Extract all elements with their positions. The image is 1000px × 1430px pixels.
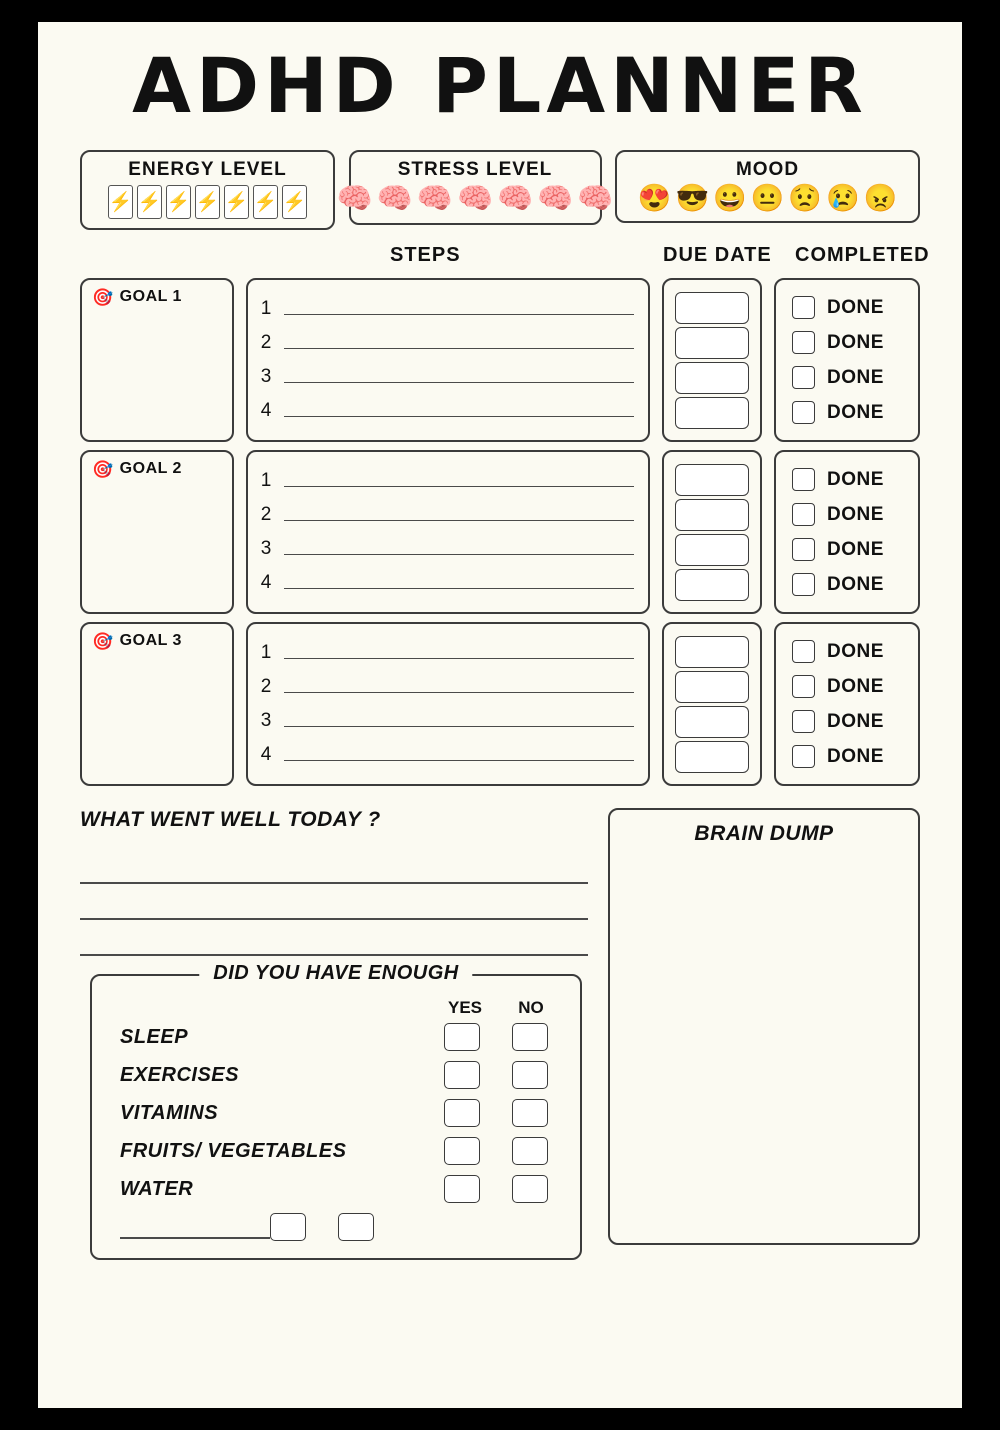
goal-row <box>80 450 920 614</box>
done-checkbox[interactable] <box>792 296 815 319</box>
done-checkbox[interactable] <box>792 538 815 561</box>
step-number: 2 <box>260 676 272 697</box>
column-headers <box>80 244 930 270</box>
done-label: DONE <box>827 745 884 767</box>
done-row[interactable] <box>792 397 918 429</box>
brain-icon[interactable]: 🧠 <box>336 183 373 215</box>
step-write-line[interactable] <box>284 519 634 521</box>
did-you-have-enough-title: DID YOU HAVE ENOUGH <box>199 962 472 985</box>
enough-checkbox-group <box>270 1213 392 1241</box>
stress-level-box <box>336 150 614 225</box>
due-date-column-header: DUE DATE <box>663 244 772 266</box>
done-row[interactable] <box>792 534 918 566</box>
stress-level-label: STRESS LEVEL <box>397 159 553 180</box>
done-checkbox[interactable] <box>792 745 815 768</box>
brain-icon[interactable]: 🧠 <box>376 183 413 215</box>
due-date-slot[interactable] <box>675 569 749 601</box>
done-row[interactable] <box>792 327 918 359</box>
due-date-slot[interactable] <box>675 534 749 566</box>
done-row[interactable] <box>792 499 918 531</box>
done-checkbox[interactable] <box>792 401 815 424</box>
done-label: DONE <box>827 468 884 490</box>
target-icon: 🎯 <box>92 287 114 307</box>
goal-row <box>80 278 920 442</box>
step-write-line[interactable] <box>284 381 634 383</box>
mood-neutral-icon[interactable]: 😐 <box>750 183 785 213</box>
step-line[interactable] <box>258 394 634 428</box>
due-date-box <box>662 450 762 614</box>
enough-row <box>106 1056 566 1094</box>
enough-yes-checkbox[interactable] <box>444 1099 480 1127</box>
step-write-line[interactable] <box>284 553 634 555</box>
mood-sad-icon[interactable]: 😟 <box>788 183 822 213</box>
enough-yes-checkbox[interactable] <box>270 1213 306 1241</box>
step-write-line[interactable] <box>284 485 634 487</box>
due-date-slot[interactable] <box>675 327 749 359</box>
mood-label: MOOD <box>735 159 800 180</box>
done-row[interactable] <box>792 706 918 738</box>
enough-yes-checkbox[interactable] <box>444 1061 480 1089</box>
step-write-line[interactable] <box>284 587 634 589</box>
done-checkbox[interactable] <box>792 675 815 698</box>
done-label: DONE <box>827 573 884 595</box>
done-label: DONE <box>827 675 884 697</box>
due-date-box <box>662 278 762 442</box>
step-number: 2 <box>260 332 272 353</box>
steps-box[interactable] <box>246 622 650 786</box>
enough-item-label: FRUITS/ VEGETABLES <box>120 1139 347 1162</box>
step-number: 3 <box>260 366 272 387</box>
completed-column-header: COMPLETED <box>795 244 930 266</box>
done-row[interactable] <box>792 292 918 324</box>
done-checkbox[interactable] <box>792 710 815 733</box>
step-number: 4 <box>260 744 272 765</box>
reflection-line[interactable] <box>80 884 588 920</box>
done-label: DONE <box>827 640 884 662</box>
brain-icon[interactable]: 🧠 <box>577 183 614 215</box>
due-date-slot[interactable] <box>675 397 749 429</box>
goal-label-text: GOAL 2 <box>119 460 182 477</box>
done-label: DONE <box>827 710 884 732</box>
step-line[interactable] <box>258 498 634 532</box>
steps-column-header: STEPS <box>390 244 461 266</box>
completed-box <box>774 622 920 786</box>
energy-level-label: ENERGY LEVEL <box>128 159 287 180</box>
goal-label <box>92 632 182 650</box>
mood-angry-icon[interactable]: 😠 <box>863 183 898 213</box>
step-write-line[interactable] <box>284 725 634 727</box>
step-number: 2 <box>260 504 272 525</box>
completed-box <box>774 278 920 442</box>
enough-item-label: SLEEP <box>120 1025 189 1048</box>
bolt-icon[interactable]: ⚡ <box>224 185 249 219</box>
step-line[interactable] <box>258 360 634 394</box>
enough-no-checkbox[interactable] <box>512 1023 548 1051</box>
target-icon: 🎯 <box>92 631 114 651</box>
step-line[interactable] <box>258 464 634 498</box>
mood-heart-eyes-icon[interactable]: 😍 <box>637 183 672 213</box>
step-line[interactable] <box>258 292 634 326</box>
step-line[interactable] <box>258 566 634 600</box>
enough-yes-checkbox[interactable] <box>444 1137 480 1165</box>
steps-box[interactable] <box>246 450 650 614</box>
no-header: NO <box>518 998 544 1017</box>
step-write-line[interactable] <box>284 691 634 693</box>
yes-header: YES <box>448 998 483 1017</box>
stress-level-scale[interactable] <box>336 183 614 223</box>
step-write-line[interactable] <box>284 415 634 417</box>
goal-entry-box[interactable] <box>80 450 234 614</box>
step-write-line[interactable] <box>284 313 634 315</box>
done-checkbox[interactable] <box>792 573 815 596</box>
step-number: 3 <box>260 710 272 731</box>
reflection-line[interactable] <box>80 848 588 884</box>
goal-row <box>80 622 920 786</box>
brain-dump-box[interactable] <box>608 808 920 1245</box>
done-row[interactable] <box>792 741 918 773</box>
meters-row <box>80 150 920 230</box>
enough-row <box>106 1132 566 1170</box>
brain-icon[interactable]: 🧠 <box>497 183 534 215</box>
due-date-slot[interactable] <box>675 741 749 773</box>
bolt-icon[interactable]: ⚡ <box>282 185 307 219</box>
enough-checkbox-group <box>444 1061 566 1089</box>
done-row[interactable] <box>792 569 918 601</box>
due-date-slot[interactable] <box>675 362 749 394</box>
goal-entry-box[interactable] <box>80 278 234 442</box>
goal-label <box>92 288 182 306</box>
enough-no-checkbox[interactable] <box>338 1213 374 1241</box>
bolt-icon[interactable]: ⚡ <box>137 185 162 219</box>
page-title: ADHD PLANNER <box>132 41 868 130</box>
done-checkbox[interactable] <box>792 468 815 491</box>
done-row[interactable] <box>792 671 918 703</box>
done-label: DONE <box>827 296 884 318</box>
step-write-line[interactable] <box>284 657 634 659</box>
step-write-line[interactable] <box>284 347 634 349</box>
did-you-have-enough-box <box>90 962 582 1260</box>
mood-sunglasses-icon[interactable]: 😎 <box>675 183 710 213</box>
left-column <box>80 808 588 1260</box>
enough-item-label: VITAMINS <box>120 1101 219 1124</box>
reflection-line[interactable] <box>80 920 588 956</box>
enough-no-checkbox[interactable] <box>512 1137 548 1165</box>
enough-checkbox-group <box>444 1175 566 1203</box>
bottom-section <box>80 808 920 1260</box>
reflection-title: WHAT WENT WELL TODAY ? <box>80 808 381 831</box>
done-label: DONE <box>827 538 884 560</box>
enough-item-label: EXERCISES <box>120 1063 239 1086</box>
step-line[interactable] <box>258 532 634 566</box>
enough-no-checkbox[interactable] <box>512 1099 548 1127</box>
done-label: DONE <box>827 401 884 423</box>
step-number: 4 <box>260 400 272 421</box>
due-date-slot[interactable] <box>675 706 749 738</box>
step-number: 1 <box>260 642 272 663</box>
bolt-icon[interactable]: ⚡ <box>166 185 191 219</box>
due-date-slot[interactable] <box>675 464 749 496</box>
brain-dump-title: BRAIN DUMP <box>694 822 834 845</box>
due-date-slot[interactable] <box>675 499 749 531</box>
step-number: 3 <box>260 538 272 559</box>
bolt-icon[interactable]: ⚡ <box>253 185 278 219</box>
energy-level-scale[interactable] <box>82 183 333 228</box>
done-row[interactable] <box>792 636 918 668</box>
mood-grinning-icon[interactable]: 😀 <box>713 183 747 213</box>
brain-icon[interactable]: 🧠 <box>416 183 453 215</box>
enough-checkbox-group <box>444 1137 566 1165</box>
planner-page <box>38 22 962 1408</box>
step-number: 1 <box>260 298 272 319</box>
enough-row <box>106 1170 566 1208</box>
enough-yes-checkbox[interactable] <box>444 1023 480 1051</box>
step-line[interactable] <box>258 636 634 670</box>
goal-label-text: GOAL 3 <box>119 632 182 649</box>
enough-row <box>106 1018 566 1056</box>
done-checkbox[interactable] <box>792 640 815 663</box>
step-number: 4 <box>260 572 272 593</box>
step-line[interactable] <box>258 738 634 772</box>
enough-no-checkbox[interactable] <box>512 1061 548 1089</box>
enough-item-write-line[interactable] <box>120 1215 270 1239</box>
due-date-slot[interactable] <box>675 292 749 324</box>
enough-no-checkbox[interactable] <box>512 1175 548 1203</box>
due-date-slot[interactable] <box>675 636 749 668</box>
energy-level-box <box>80 150 335 230</box>
mood-scale[interactable] <box>617 183 918 221</box>
done-label: DONE <box>827 331 884 353</box>
goal-entry-box[interactable] <box>80 622 234 786</box>
enough-checkbox-group <box>444 1023 566 1051</box>
due-date-box <box>662 622 762 786</box>
done-checkbox[interactable] <box>792 331 815 354</box>
bolt-icon[interactable]: ⚡ <box>195 185 220 219</box>
mood-box <box>615 150 920 223</box>
done-row[interactable] <box>792 362 918 394</box>
steps-box[interactable] <box>246 278 650 442</box>
due-date-slot[interactable] <box>675 671 749 703</box>
enough-checkbox-group <box>444 1099 566 1127</box>
brain-icon[interactable]: 🧠 <box>456 183 494 215</box>
enough-row-blank <box>106 1208 566 1246</box>
enough-item-label: WATER <box>120 1177 194 1200</box>
done-checkbox[interactable] <box>792 366 815 389</box>
done-row[interactable] <box>792 464 918 496</box>
step-write-line[interactable] <box>284 759 634 761</box>
goal-label <box>92 460 182 478</box>
mood-crying-icon[interactable]: 😢 <box>825 183 860 213</box>
done-checkbox[interactable] <box>792 503 815 526</box>
done-label: DONE <box>827 366 884 388</box>
enough-yes-checkbox[interactable] <box>444 1175 480 1203</box>
step-line[interactable] <box>258 670 634 704</box>
bolt-icon[interactable]: ⚡ <box>108 185 133 219</box>
step-number: 1 <box>260 470 272 491</box>
step-line[interactable] <box>258 704 634 738</box>
brain-icon[interactable]: 🧠 <box>537 183 574 215</box>
done-label: DONE <box>827 503 884 525</box>
enough-row <box>106 1094 566 1132</box>
step-line[interactable] <box>258 326 634 360</box>
goal-label-text: GOAL 1 <box>119 288 182 305</box>
target-icon: 🎯 <box>92 459 114 479</box>
completed-box <box>774 450 920 614</box>
